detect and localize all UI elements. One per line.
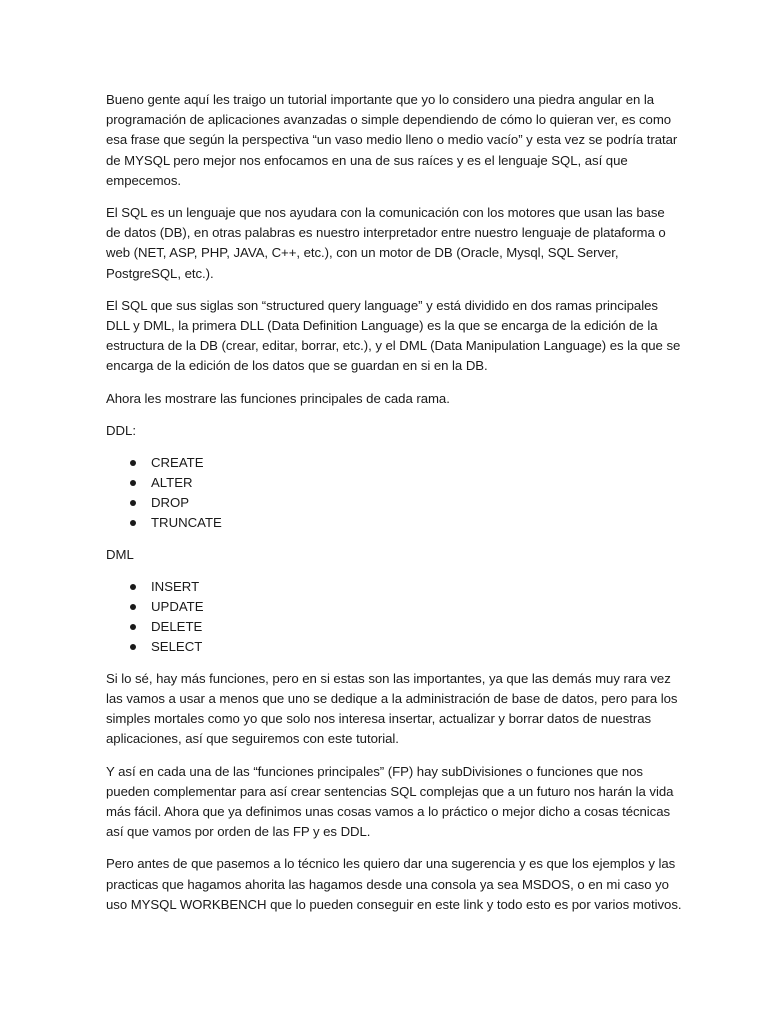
bullet-icon (130, 480, 136, 486)
paragraph-outro-2: Y así en cada una de las “funciones principales” (FP) hay subDivisiones o funciones que nos pueden complementar para así crear sentencias SQL complejas que a un futuro nos harán la vida más fácil. Ahora que ya definimos unas cosas vamos a lo práctico o mejor dicho a cosas técnicas así que vamos por orden de las FP y es DDL. (106, 763, 674, 840)
list-item (151, 453, 682, 473)
list-item (151, 513, 682, 533)
paragraph-intro-2: El SQL es un lenguaje que nos ayudara con la comunicación con los motores que usan las base de datos (DB), en otras palabras es nuestro interpretador entre nuestro lenguaje de plataforma o web (NET, ASP, PHP, JAVA, C++, etc.), con un motor de DB (Oracle, Mysql, SQL Server, PostgreSQL, etc.). (106, 205, 666, 281)
bullet-icon (130, 500, 136, 506)
list-item-label: DELETE (151, 618, 203, 634)
list-item-label: INSERT (151, 578, 200, 594)
list-item-label: ALTER (151, 474, 193, 490)
bullet-icon (130, 624, 136, 630)
paragraph-intro-3: El SQL que sus siglas son “structured query language” y está dividido en dos ramas principales DLL y DML, la primera DLL (Data Definition Language) es la que se encarga de la edición de la estructura de la DB (crear, editar, borrar, etc.), y el DML (Data Manipulation Language) es la que se encarga de la edición de los datos que se guardan en si en la DB. (106, 297, 681, 374)
list-item (151, 617, 682, 637)
ddl-heading: DDL: (106, 422, 137, 438)
list-item (151, 637, 682, 657)
ddl-list (106, 453, 682, 533)
paragraph-outro-1: Si lo sé, hay más funciones, pero en si estas son las importantes, ya que las demás muy rara vez las vamos a usar a menos que uno se dedique a la administración de base de datos, pero para los simples mortales como yo que solo nos interesa insertar, actualizar y borrar datos de nuestras aplicaciones, así que seguiremos con este tutorial. (106, 670, 678, 747)
list-item-label: TRUNCATE (151, 514, 222, 530)
paragraph-outro-3: Pero antes de que pasemos a lo técnico les quiero dar una sugerencia y es que los ejemplos y las practicas que hagamos ahorita las hagamos desde una consola ya sea MSDOS, o en mi caso yo uso MYSQL WORKBENCH que lo pueden conseguir en este link y todo esto es por varios motivos. (106, 856, 682, 912)
paragraph-intro-1: Bueno gente aquí les traigo un tutorial importante que yo lo considero una piedra angular en la programación de aplicaciones avanzadas o simple dependiendo de cómo lo quieran ver, es como esa frase que según la perspectiva “un vaso medio lleno o medio vacío” y esta vez se podría tratar de MYSQL pero mejor nos enfocamos en una de sus raíces y es el lenguaje SQL, así que empecemos. (106, 92, 678, 188)
list-item-label: UPDATE (151, 598, 204, 614)
bullet-icon (130, 644, 136, 650)
bullet-icon (130, 584, 136, 590)
list-item-label: CREATE (151, 454, 204, 470)
list-item (151, 473, 682, 493)
bullet-icon (130, 460, 136, 466)
list-item (151, 597, 682, 617)
bullet-icon (130, 604, 136, 610)
dml-list (106, 577, 682, 657)
list-item (151, 577, 682, 597)
list-item-label: SELECT (151, 638, 203, 654)
bullet-icon (130, 520, 136, 526)
paragraph-intro-4: Ahora les mostrare las funciones principales de cada rama. (106, 390, 450, 406)
dml-heading: DML (106, 546, 134, 562)
list-item (151, 493, 682, 513)
list-item-label: DROP (151, 494, 190, 510)
